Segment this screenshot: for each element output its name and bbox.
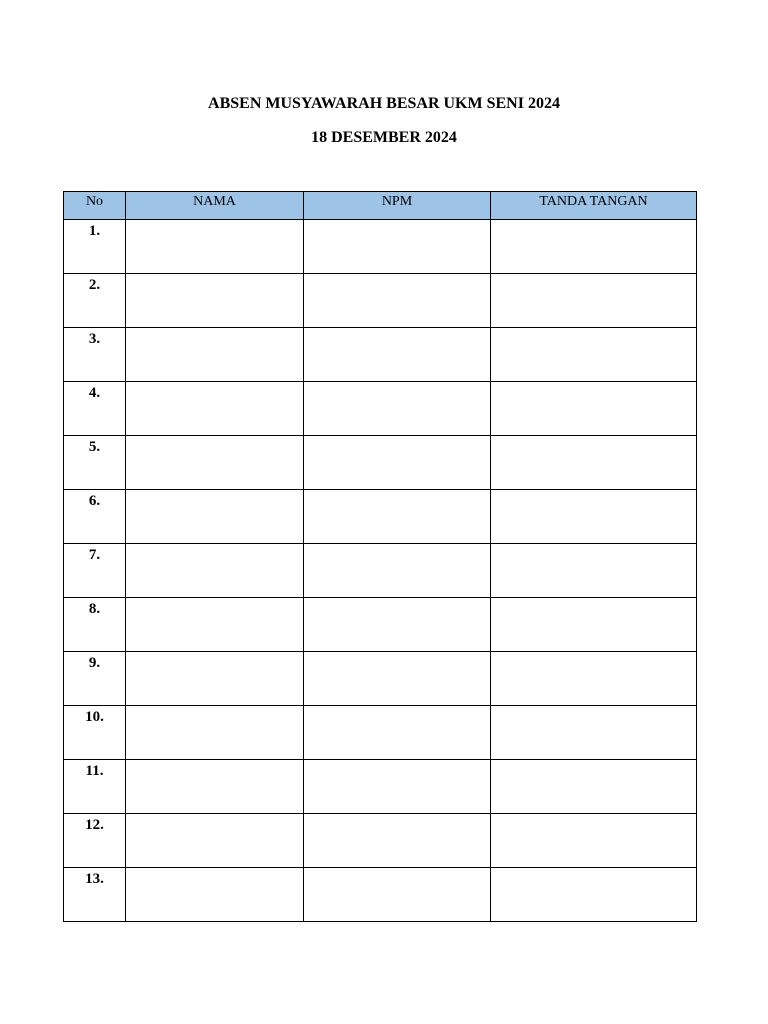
row-number: 2. xyxy=(64,274,126,328)
document-date: 18 DESEMBER 2024 xyxy=(311,129,457,146)
tanda-tangan-cell xyxy=(491,436,697,490)
nama-cell xyxy=(126,436,304,490)
table-row xyxy=(64,652,697,706)
table-row xyxy=(64,382,697,436)
npm-cell xyxy=(304,814,491,868)
tanda-tangan-cell xyxy=(491,490,697,544)
tanda-tangan-cell xyxy=(491,652,697,706)
table-row xyxy=(64,868,697,922)
row-number: 8. xyxy=(64,598,126,652)
npm-cell xyxy=(304,220,491,274)
header-tanda-tangan: TANDA TANGAN xyxy=(491,192,697,220)
row-number: 12. xyxy=(64,814,126,868)
table-row xyxy=(64,490,697,544)
npm-cell xyxy=(304,868,491,922)
table-row xyxy=(64,598,697,652)
nama-cell xyxy=(126,706,304,760)
tanda-tangan-cell xyxy=(491,598,697,652)
nama-cell xyxy=(126,382,304,436)
table-row xyxy=(64,436,697,490)
document-title: ABSEN MUSYAWARAH BESAR UKM SENI 2024 xyxy=(208,95,560,112)
npm-cell xyxy=(304,598,491,652)
npm-cell xyxy=(304,760,491,814)
row-number: 5. xyxy=(64,436,126,490)
nama-cell xyxy=(126,652,304,706)
nama-cell xyxy=(126,544,304,598)
nama-cell xyxy=(126,274,304,328)
row-number: 3. xyxy=(64,328,126,382)
row-number: 13. xyxy=(64,868,126,922)
nama-cell xyxy=(126,598,304,652)
table-row xyxy=(64,814,697,868)
npm-cell xyxy=(304,436,491,490)
table-row xyxy=(64,328,697,382)
row-number: 4. xyxy=(64,382,126,436)
row-number: 7. xyxy=(64,544,126,598)
nama-cell xyxy=(126,328,304,382)
nama-cell xyxy=(126,220,304,274)
npm-cell xyxy=(304,274,491,328)
tanda-tangan-cell xyxy=(491,274,697,328)
header-no: No xyxy=(64,192,126,220)
npm-cell xyxy=(304,328,491,382)
table-row xyxy=(64,220,697,274)
tanda-tangan-cell xyxy=(491,760,697,814)
npm-cell xyxy=(304,382,491,436)
table-row xyxy=(64,544,697,598)
tanda-tangan-cell xyxy=(491,814,697,868)
table-header-row xyxy=(64,192,697,220)
row-number: 1. xyxy=(64,220,126,274)
row-number: 11. xyxy=(64,760,126,814)
nama-cell xyxy=(126,868,304,922)
tanda-tangan-cell xyxy=(491,868,697,922)
tanda-tangan-cell xyxy=(491,382,697,436)
table-row xyxy=(64,274,697,328)
row-number: 10. xyxy=(64,706,126,760)
nama-cell xyxy=(126,490,304,544)
tanda-tangan-cell xyxy=(491,328,697,382)
header-npm: NPM xyxy=(304,192,491,220)
npm-cell xyxy=(304,706,491,760)
tanda-tangan-cell xyxy=(491,706,697,760)
nama-cell xyxy=(126,814,304,868)
row-number: 6. xyxy=(64,490,126,544)
table-row xyxy=(64,706,697,760)
table-row xyxy=(64,760,697,814)
header-nama: NAMA xyxy=(126,192,304,220)
npm-cell xyxy=(304,490,491,544)
npm-cell xyxy=(304,652,491,706)
tanda-tangan-cell xyxy=(491,220,697,274)
nama-cell xyxy=(126,760,304,814)
row-number: 9. xyxy=(64,652,126,706)
npm-cell xyxy=(304,544,491,598)
attendance-table xyxy=(63,191,697,922)
tanda-tangan-cell xyxy=(491,544,697,598)
